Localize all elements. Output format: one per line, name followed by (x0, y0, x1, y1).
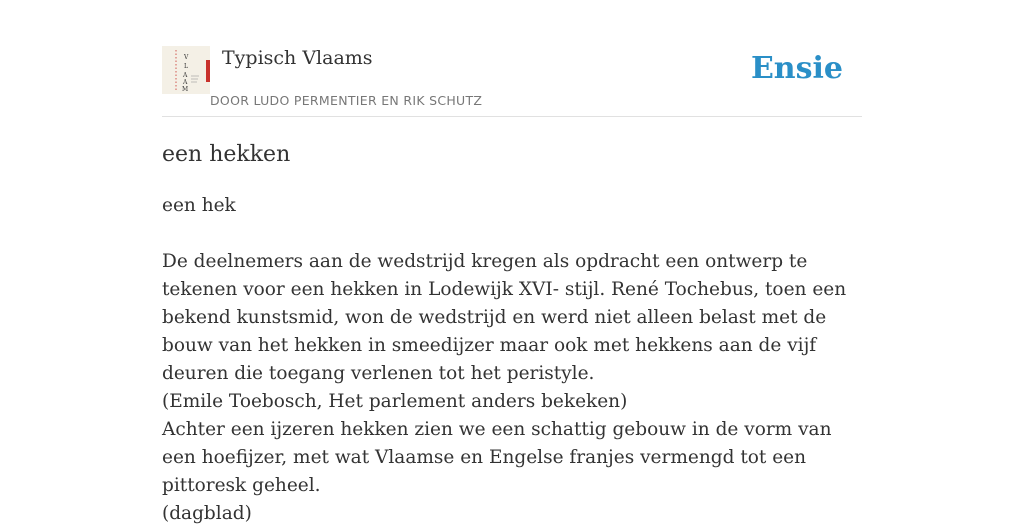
entry-body (162, 192, 867, 528)
svg-text:A: A (183, 79, 188, 86)
book-cover-image (162, 46, 210, 94)
book-header (162, 0, 862, 117)
svg-text:M: M (182, 86, 189, 93)
book-title[interactable]: Typisch Vlaams (222, 47, 373, 69)
entry-definition: een hek (162, 195, 236, 216)
entry-citation: (dagblad) (162, 503, 252, 524)
page-container (162, 0, 862, 524)
svg-text:L: L (184, 63, 188, 70)
entry-citation: (Emile Toebosch, Het parlement anders bekeken) (162, 391, 628, 412)
ensie-logo[interactable]: Ensie (750, 51, 843, 86)
entry-paragraph: De deelnemers aan de wedstrijd kregen als opdracht een ontwerp te tekenen voor een hekken in Lodewijk XVI- stijl. René Tochebus, toen een bekend kunstsmid, won de wedstrijd en werd niet alleen belast met de bouw van het hekken in smeedijzer maar ook met hekkens aan de vijf deuren die toegang verlenen tot het peristyle. (162, 251, 847, 384)
entry-paragraph: Achter een ijzeren hekken zien we een schattig gebouw in de vorm van een hoefijzer, met wat Vlaamse en Engelse franjes vermengd tot een pittoresk geheel. (162, 419, 832, 496)
book-cover-icon[interactable] (162, 46, 210, 94)
svg-text:V: V (184, 54, 189, 61)
entry-title: een hekken (162, 142, 291, 167)
svg-text:A: A (183, 72, 188, 79)
book-authors: DOOR LUDO PERMENTIER EN RIK SCHUTZ (210, 93, 483, 108)
